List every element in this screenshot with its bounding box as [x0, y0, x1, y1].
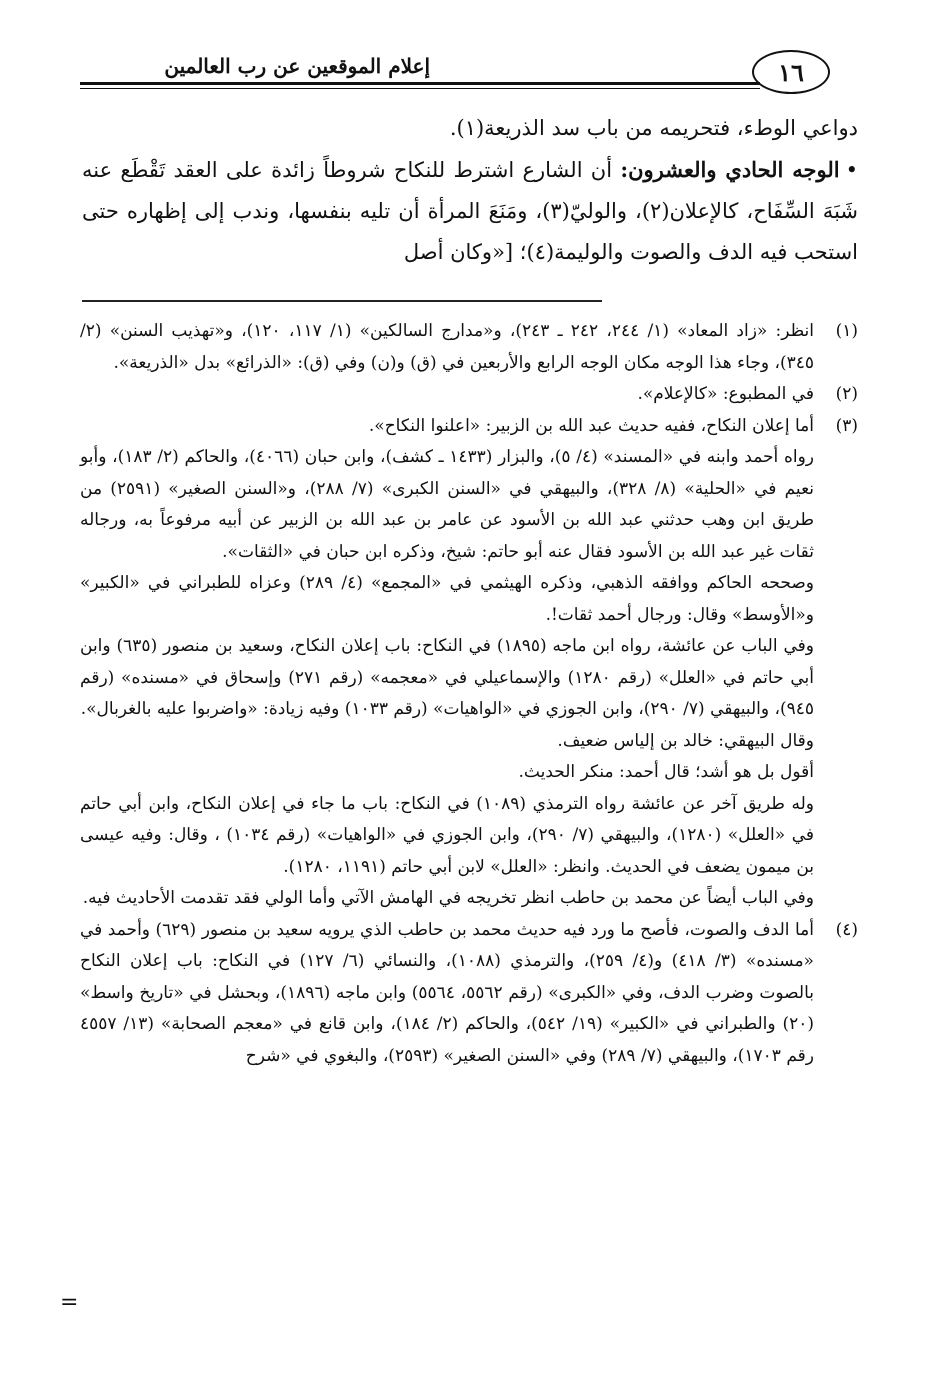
header-rule-thin: [80, 88, 760, 89]
footnote-text: في المطبوع: «كالإعلام».: [637, 384, 814, 404]
footnote-text: انظر: «زاد المعاد» (١/ ٢٤٤، ٢٤٢ ـ ٢٤٣)، و«مدارج السالكين» (١/ ١١٧، ١٢٠)، و«تهذيب السنن» (٢/ ٣٤٥)، وجاء هذا الوجه مكان الوجه الرابع والأربعين في (ق) و(ن) وفي (ق): «الذرائع» بدل «الذريعة».: [80, 321, 815, 373]
header-rule: [80, 82, 760, 85]
footnote-paragraph: أما إعلان النكاح، ففيه حديث عبد الله بن الزبير: «اعلنوا النكاح».: [368, 415, 814, 436]
bullet-mark: •: [845, 158, 858, 182]
footnote-paragraph: وله طريق آخر عن عائشة رواه الترمذي (١٠٨٩) في النكاح: باب ما جاء في إعلان النكاح، وابن أبي حاتم في «العلل» (١٢٨٠)، والبيهقي (٧/ ٢٩٠)، وابن الجوزي في «الواهيات» (رقم ١٠٣٤) ، وقال: وفيه عيسى بن ميمون يضعف في الحديث. وانظر: «العلل» لابن أبي حاتم (١١٩١، ١٢٨٠).: [80, 793, 814, 877]
footnote-paragraph: وقال البيهقي: خالد بن إلياس ضعيف.: [557, 730, 814, 751]
main-paragraph-1: دواعي الوطء، فتحريمه من باب سد الذريعة(١).: [449, 116, 858, 140]
footnote-text: أما الدف والصوت، فأصح ما ورد فيه حديث محمد بن حاطب الذي يرويه سعيد بن منصور (٦٢٩) وأحمد في «مسنده» (٣/ ٤١٨) و(٤/ ٢٥٩)، والترمذي (١٠٨٨)، والنسائي (٦/ ١٢٧) في النكاح: باب إعلان النكاح بالصوت وضرب الدف، وفي «الكبرى» (رقم ٥٥٦٢، ٥٥٦٤) وابن ماجه (١٨٩٦)، وبحشل في «تاريخ واسط» (٢٠) والطبراني في «الكبير» (١٩/ ٥٤٢)، والحاكم (٢/ ١٨٤)، وابن قانع في «معجم الصحابة» (١٣/ ٤٥٥٧ رقم ١٧٠٣)، والبيهقي (٧/ ٢٨٩) وفي «السنن الصغير» (٢٥٩٣)، والبغوي في «شرح: [80, 919, 815, 1066]
footnote-paragraph: أقول بل هو أشد؛ قال أحمد: منكر الحديث.: [518, 762, 814, 782]
main-paragraph-2: [82, 149, 858, 273]
page-number: ١٦: [752, 50, 830, 94]
footnote-2: [80, 379, 858, 411]
footnote-paragraph: رواه أحمد وابنه في «المسند» (٤/ ٥)، والبزار (١٤٣٣ ـ كشف)، وابن حبان (٤٠٦٦)، والحاكم (٢/ ١٨٣)، وأبو نعيم في «الحلية» (٨/ ٣٢٨)، والبيهقي في «السنن الكبرى» (٧/ ٢٨٨)، و«السنن الصغير» (٢٥٩١) من طريق ابن وهب حدثني عبد الله بن الأسود عن عامر بن عبد الله بن الزبير عن أبيه مرفوعاً به، ورجاله ثقات غير عبد الله بن الأسود فقال عنه أبو حاتم: شيخ، وذكره ابن حبان في «الثقات».: [80, 447, 814, 562]
footnote-paragraph: وفي الباب أيضاً عن محمد بن حاطب انظر تخريجه في الهامش الآتي وأما الولي فقد تقدمت الأحاديث فيه.: [82, 888, 814, 908]
footnotes: [80, 316, 858, 1072]
footnote-number: (٣): [835, 415, 858, 436]
section-heading: الوجه الحادي والعشرون:: [620, 157, 840, 182]
footnote-1: [80, 316, 858, 379]
footnote-paragraph: وفي الباب عن عائشة، رواه ابن ماجه (١٨٩٥) في النكاح: باب إعلان النكاح، وسعيد بن منصور (٦٣٥) وابن أبي حاتم في «العلل» (رقم ١٢٨٠) والإسماعيلي في «معجمه» (رقم ٢٧١) وإسحاق في «مسنده» (رقم ٩٤٥)، والبيهقي (٧/ ٢٩٠)، وابن الجوزي في «الواهيات» (رقم ١٠٣٣) وفيه زيادة: «واضربوا عليه بالغربال».: [80, 636, 814, 719]
footnote-separator: [82, 300, 602, 302]
continuation-mark: =: [60, 1290, 79, 1315]
footnote-paragraph: وصححه الحاكم ووافقه الذهبي، وذكره الهيثمي في «المجمع» (٤/ ٢٨٩) وعزاه للطبراني في «الكبير» و«الأوسط» وقال: ورجال أحمد ثقات!.: [80, 573, 814, 625]
main-text: [82, 108, 858, 273]
footnote-number: (٤): [835, 919, 858, 940]
book-title: إعلام الموقعين عن رب العالمين: [164, 54, 430, 78]
footnote-number: (١): [835, 321, 858, 341]
section-text: أن الشارع اشترط للنكاح شروطاً زائدة على العقد تَقْطَع عنه شَبَهَ السِّفَاح، كالإعلان(٢)، والوليّ(٣)، ومَنَعَ المرأة أن تليه بنفسها، وندب إلى إظهاره حتى استحب فيه الدف والصوت والوليمة(٤)؛ [«وكان أصل: [82, 158, 858, 264]
footnote-number: (٢): [835, 384, 858, 404]
footnote-3: [80, 411, 858, 915]
page-header: [80, 44, 860, 104]
footnote-4: [80, 915, 858, 1073]
